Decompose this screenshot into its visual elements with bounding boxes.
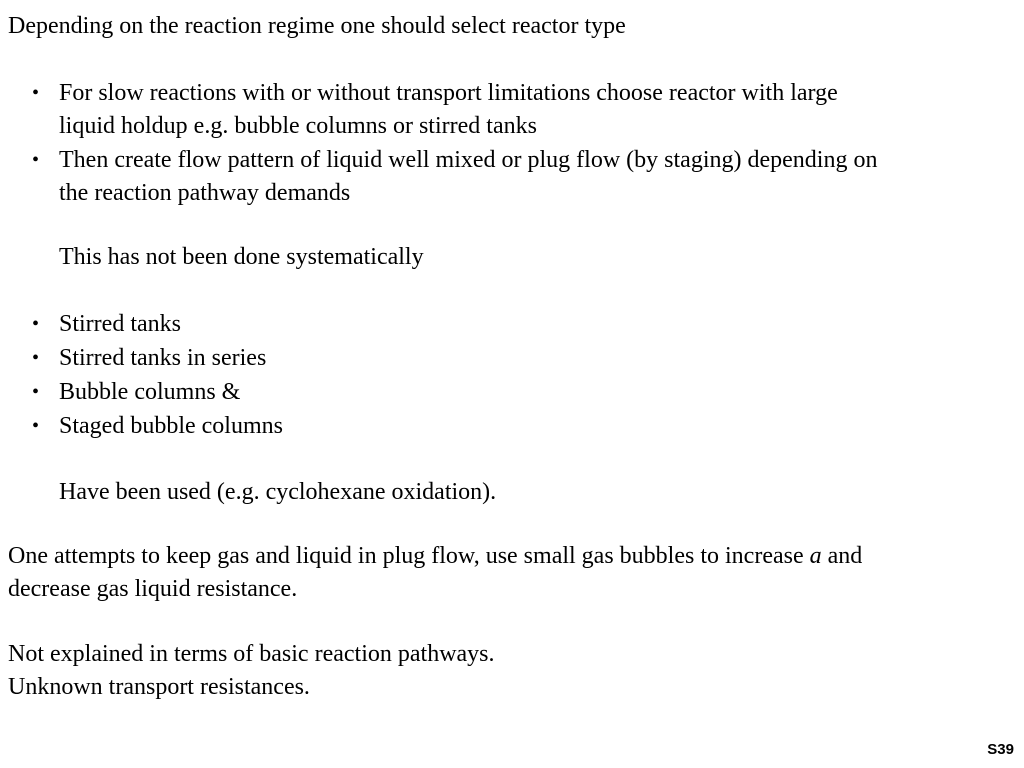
closing-line: Unknown transport resistances. — [8, 674, 310, 700]
bullet-icon: • — [32, 381, 40, 403]
list-item-line: liquid holdup e.g. bubble columns or stirred tanks — [59, 113, 537, 139]
paragraph-text: One attempts to keep gas and liquid in plug flow, use small gas bubbles to increase — [8, 543, 804, 569]
closing-line: Not explained in terms of basic reaction pathways. — [8, 641, 495, 667]
list-item-text: Bubble columns & — [59, 379, 241, 405]
paragraph-line — [8, 540, 862, 573]
slide-number: S39 — [987, 741, 1014, 758]
list-item-text: Staged bubble columns — [59, 413, 283, 439]
list-item-text: Stirred tanks in series — [59, 345, 267, 371]
intro-text: Depending on the reaction regime one should select reactor type — [8, 13, 626, 39]
bullet-icon: • — [32, 82, 40, 104]
list-item-text: Stirred tanks — [59, 311, 181, 337]
paragraph-line: decrease gas liquid resistance. — [8, 576, 298, 602]
bullet-icon: • — [32, 149, 40, 171]
bullet-icon: • — [32, 313, 40, 335]
italic-symbol: a — [809, 543, 822, 569]
bullet-icon: • — [32, 415, 40, 437]
bullet-icon: • — [32, 347, 40, 369]
note-text: Have been used (e.g. cyclohexane oxidation). — [59, 479, 497, 505]
paragraph-text: and — [827, 543, 863, 569]
list-item-line: Then create flow pattern of liquid well mixed or plug flow (by staging) depending on — [59, 147, 878, 173]
note-text: This has not been done systematically — [59, 244, 424, 270]
list-item-line: For slow reactions with or without transport limitations choose reactor with large — [59, 80, 838, 106]
list-item-line: the reaction pathway demands — [59, 180, 351, 206]
